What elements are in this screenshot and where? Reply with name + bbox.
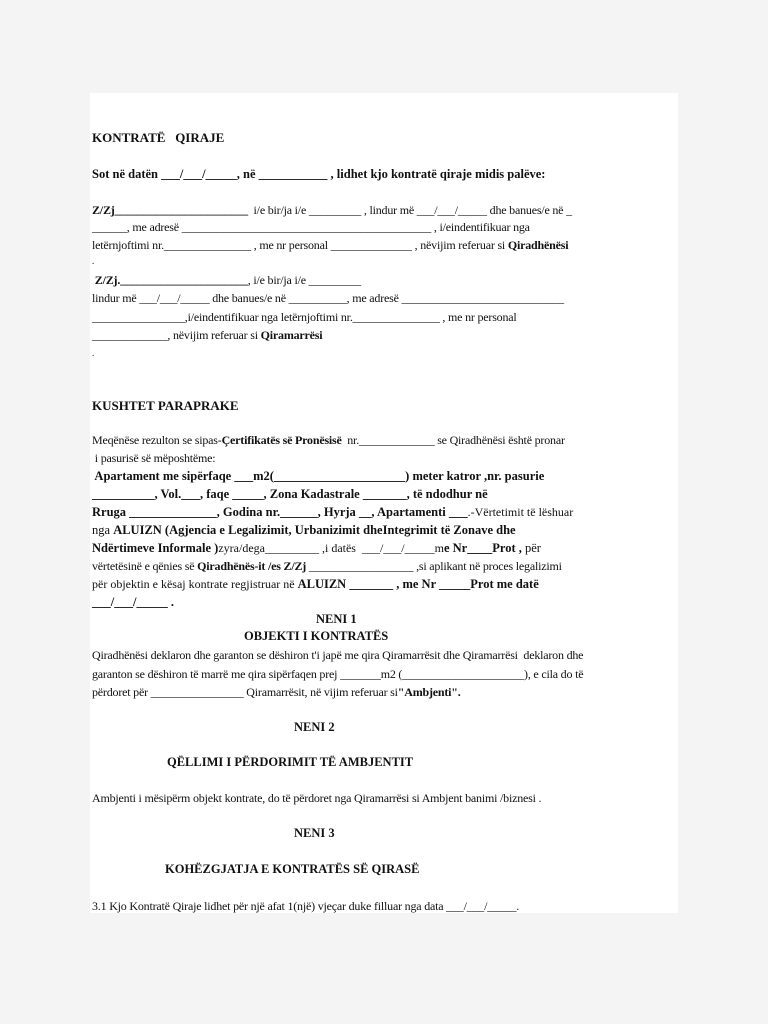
kushtet-line6-a: nga <box>92 523 114 537</box>
party1-line2: ______, me adresë ___________________________________________ , i/eindentifikuar nga <box>92 220 530 234</box>
neni3-subtitle: KOHËZGJATJA E KONTRATËS SË QIRASË <box>165 862 420 876</box>
kushtet-line5 <box>92 505 573 520</box>
party1-line1-rest: i/e bir/ja i/e _________ , lindur më ___/___/_____ dhe banues/e në _ <box>247 203 572 217</box>
party2-line4 <box>92 328 322 343</box>
intro-line: Sot në datën ___/___/_____, në ___________ , lidhet kjo kontratë qiraje midis palëve: <box>92 167 546 181</box>
kushtet-line9-a: për objektin e kësaj kontrate regjistruar në <box>92 577 298 591</box>
neni1-line2: garanton se dëshiron të marrë me qira sipërfaqen prej _______m2 (_____________________), e cila do të <box>92 667 584 681</box>
kushtet-line7-b: zyra/dega_________ ,i datës ___/___/_____m <box>218 541 444 555</box>
party2-line1 <box>92 273 361 288</box>
kushtet-line1 <box>92 433 565 448</box>
kushtet-line3: Apartament me sipërfaqe ___m2(_____________________) meter katror ,nr. pasurie <box>92 469 545 483</box>
party2-name-field: Z/Zj.______________________ <box>92 273 248 287</box>
section-heading-kushtet: KUSHTET PARAPRAKE <box>92 398 239 413</box>
party2-line1-rest: , i/e bir/ja i/e _________ <box>247 273 361 287</box>
neni1-heading: NENI 1 <box>316 612 357 626</box>
neni3-heading: NENI 3 <box>294 826 335 840</box>
kushtet-line8-b: Qiradhënës-it /es Z/Zj <box>197 559 307 573</box>
kushtet-certificate-name: Çertifikatës së Pronësisë <box>221 433 342 447</box>
kushtet-line8-c: __________________ ,si aplikant në proces legalizimi <box>306 559 562 573</box>
kushtet-line1-c: nr._____________ se Qiradhënësi është pronar <box>341 433 565 447</box>
neni3-line1: 3.1 Kjo Kontratë Qiraje lidhet për një afat 1(një) vjeçar duke filluar nga data ___/___/_____. <box>92 899 520 913</box>
neni2-line1: Ambjenti i mësipërm objekt kontrate, do të përdoret nga Qiramarrësi si Ambjent banimi /biznesi . <box>92 791 542 805</box>
title-word-1: KONTRATË <box>92 130 166 145</box>
party1-line1 <box>92 203 572 218</box>
party1-role: Qiradhënësi <box>507 238 569 252</box>
kushtet-line4: __________, Vol.___, faqe _____, Zona Kadastrale _______, të ndodhur në <box>92 487 488 501</box>
party2-role: Qiramarrësi <box>260 328 323 342</box>
kushtet-line8-a: vërtetësinë e qënies së <box>92 559 198 573</box>
document-title <box>92 130 224 145</box>
kushtet-line8 <box>92 559 562 574</box>
party1-name-field: Z/Zj_______________________ <box>92 203 248 217</box>
kushtet-line2: i pasurisë së mëposhtëme: <box>92 451 216 465</box>
party2-line3: ________________,i/eindentifikuar nga letërnjoftimi nr._______________ , me nr personal <box>92 310 517 324</box>
party2-line2: lindur më ___/___/_____ dhe banues/e në __________, me adresë ____________________________ <box>92 291 564 305</box>
party1-line3-text: letërnjoftimi nr._______________ , me nr personal ______________ , nëvijim referuar si <box>92 238 508 252</box>
party2-dot: . <box>92 348 95 358</box>
neni2-subtitle: QËLLIMI I PËRDORIMIT TË AMBJENTIT <box>167 755 414 769</box>
neni2-heading: NENI 2 <box>294 720 335 734</box>
kushtet-line5-a: Rruga ______________, Godina nr.______, Hyrja __, Apartamenti ___ <box>92 505 468 519</box>
kushtet-line1-a: Meqënëse rezulton se sipas- <box>92 433 222 447</box>
neni1-line1: Qiradhënësi deklaron dhe garanton se dëshiron t'i japë me qira Qiramarrësit dhe Qiramarrësi deklaron dhe <box>92 648 584 662</box>
neni1-subtitle: OBJEKTI I KONTRATËS <box>244 629 389 643</box>
kushtet-line9-b: ALUIZN _______ , me Nr _____Prot me datë <box>297 577 539 591</box>
title-word-2: QIRAJE <box>175 130 225 145</box>
kushtet-aluizn-name: ALUIZN (Agjencia e Legalizimit, Urbanizimit dheIntegrimit të Zonave dhe <box>113 523 516 537</box>
kushtet-line10: ___/___/_____ . <box>92 595 174 609</box>
kushtet-line5-b: .-Vërtetimit të lëshuar <box>467 505 574 519</box>
neni1-line3 <box>92 685 461 700</box>
party2-line4-text: _____________, nëvijim referuar si <box>92 328 261 342</box>
party1-dot: . <box>92 256 95 266</box>
kushtet-line6 <box>92 523 516 538</box>
neni1-ambjenti-term: "Ambjenti". <box>397 685 461 699</box>
kushtet-line7-a: Ndërtimeve Informale ) <box>92 541 219 555</box>
kushtet-line7-c: e Nr____Prot , <box>443 541 522 555</box>
kushtet-line7 <box>92 541 541 556</box>
neni1-line3-a: përdoret për ________________ Qiramarrësit, në vijim referuar si <box>92 685 398 699</box>
party1-line3 <box>92 238 568 253</box>
kushtet-line9 <box>92 577 539 592</box>
kushtet-line7-d: për <box>521 541 541 555</box>
